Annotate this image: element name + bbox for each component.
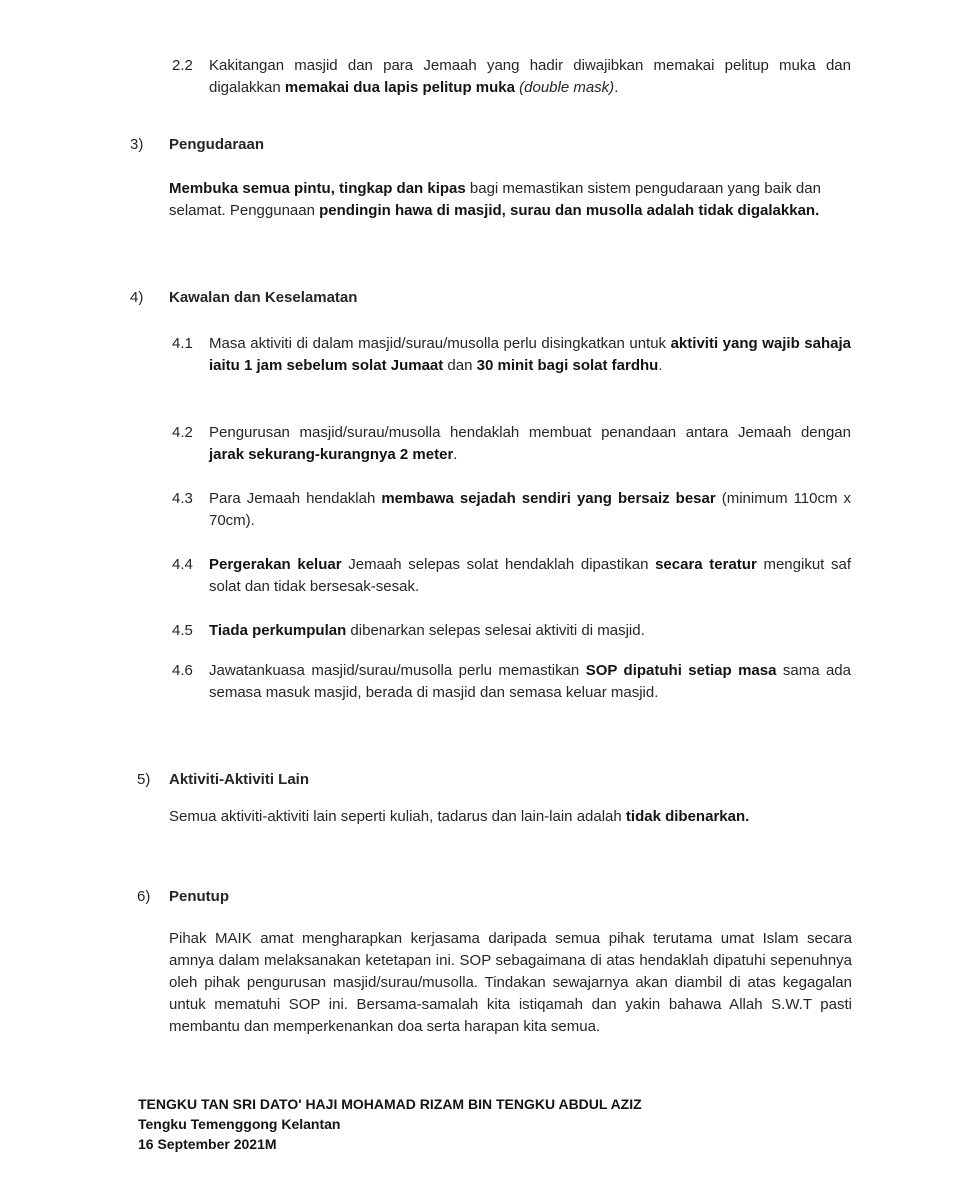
- signature-date: 16 September 2021M: [138, 1136, 277, 1152]
- item-4-1-text: Masa aktiviti di dalam masjid/surau/musolla perlu disingkatkan untuk aktiviti yang wajib sahaja iaitu 1 jam sebelum solat Jumaat dan 30 minit bagi solat fardhu.: [209, 335, 851, 374]
- section-5-number: 5): [137, 771, 151, 788]
- item-4-4-text: Pergerakan keluar Jemaah selepas solat hendaklah dipastikan secara teratur mengikut saf solat dan tidak bersesak-sesak.: [209, 556, 852, 595]
- section-6-body: Pihak MAIK amat mengharapkan kerjasama daripada semua pihak terutama umat Islam secara amnya dalam melaksanakan ketetapan ini. SOP sebagaimana di atas hendaklah dipatuhi sepenuhnya oleh pihak pengurusan masjid/surau/musolla. Tindakan sewajarnya akan diambil di atas kegagalan untuk mematuhi SOP ini. Bersama-samalah kita istiqamah dan yakin bahawa Allah S.W.T pasti membantu dan memperkenankan doa serta harapan kita semua.: [169, 930, 852, 1035]
- signatory-name: TENGKU TAN SRI DATO' HAJI MOHAMAD RIZAM BIN TENGKU ABDUL AZIZ: [138, 1096, 642, 1112]
- section-3-body: Membuka semua pintu, tingkap dan kipas bagi memastikan sistem pengudaraan yang baik dan selamat. Penggunaan pendingin hawa di masjid, surau dan musolla adalah tidak digalakkan.: [169, 180, 821, 219]
- item-4-5-text: Tiada perkumpulan dibenarkan selepas selesai aktiviti di masjid.: [209, 622, 645, 639]
- item-4-3-number: 4.3: [172, 490, 193, 507]
- section-3-heading: Pengudaraan: [169, 136, 265, 153]
- section-4-number: 4): [130, 289, 144, 306]
- item-4-2-text: Pengurusan masjid/surau/musolla hendaklah membuat penandaan antara Jemaah dengan jarak sekurang-kurangnya 2 meter.: [209, 424, 851, 463]
- section-5-heading: Aktiviti-Aktiviti Lain: [169, 771, 310, 788]
- item-4-5-number: 4.5: [172, 622, 193, 639]
- item-2-2-number: 2.2: [172, 57, 193, 74]
- item-4-3-text: Para Jemaah hendaklah membawa sejadah sendiri yang bersaiz besar (minimum 110cm x 70cm).: [209, 490, 851, 529]
- signatory-title: Tengku Temenggong Kelantan: [138, 1116, 341, 1132]
- item-4-2-number: 4.2: [172, 424, 193, 441]
- section-3-number: 3): [130, 136, 144, 153]
- section-4-heading: Kawalan dan Keselamatan: [169, 289, 358, 306]
- item-2-2-text: Kakitangan masjid dan para Jemaah yang hadir diwajibkan memakai pelitup muka dan digalakkan memakai dua lapis pelitup muka (double mask).: [209, 57, 851, 96]
- section-6-number: 6): [137, 888, 151, 905]
- item-4-6-number: 4.6: [172, 662, 193, 679]
- item-4-1-number: 4.1: [172, 335, 193, 352]
- section-6-heading: Penutup: [169, 888, 229, 905]
- item-4-6-text: Jawatankuasa masjid/surau/musolla perlu memastikan SOP dipatuhi setiap masa sama ada semasa masuk masjid, berada di masjid dan semasa keluar masjid.: [209, 662, 851, 701]
- item-4-4-number: 4.4: [172, 556, 193, 573]
- section-5-body: Semua aktiviti-aktiviti lain seperti kuliah, tadarus dan lain-lain adalah tidak dibenarkan.: [169, 808, 750, 825]
